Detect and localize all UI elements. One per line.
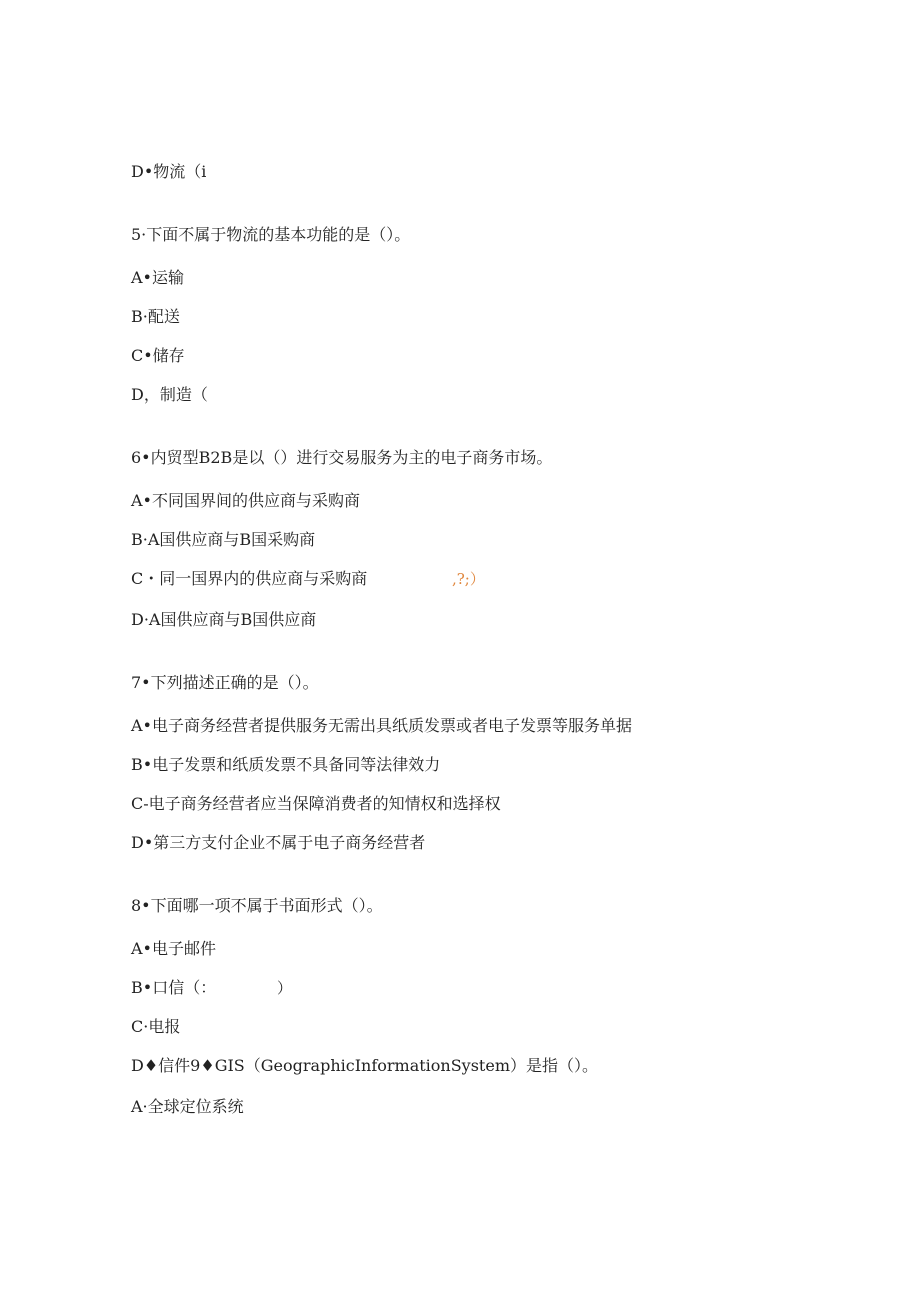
q5-option-c: C•储存 xyxy=(131,346,185,365)
q8-option-c: C·电报 xyxy=(131,1017,181,1036)
q5-option-b: B·配送 xyxy=(131,307,180,326)
q8-option-a: A•电子邮件 xyxy=(131,939,216,958)
q6-option-c: C・同一国界内的供应商与采购商 xyxy=(131,569,368,588)
q7-option-c: C-电子商务经营者应当保障消费者的知情权和选择权 xyxy=(131,794,501,813)
question-5: 5·下面不属于物流的基本功能的是（）。 xyxy=(131,225,411,244)
q6-option-d: D·A国供应商与B国供应商 xyxy=(131,610,317,629)
q7-option-d: D•第三方支付企业不属于电子商务经营者 xyxy=(131,833,426,852)
q7-option-a: A•电子商务经营者提供服务无需出具纸质发票或者电子发票等服务单据 xyxy=(131,716,632,735)
q5-option-a: A•运输 xyxy=(131,268,184,287)
q8-option-b-close: ） xyxy=(277,979,293,997)
q8-option-b: B•口信（： xyxy=(131,978,217,997)
option-d-logistics: D•物流（i xyxy=(131,162,207,181)
q6-option-c-mark: ,?;） xyxy=(452,570,485,588)
question-8: 8•下面哪一项不属于书面形式（）。 xyxy=(131,896,383,915)
q6-option-a: A•不同国界间的供应商与采购商 xyxy=(131,491,360,510)
q7-option-b: B•电子发票和纸质发票不具备同等法律效力 xyxy=(131,755,441,774)
question-6: 6•内贸型B2B是以（）进行交易服务为主的电子商务市场。 xyxy=(131,448,553,467)
q5-option-d: D，制造（ xyxy=(131,385,208,404)
question-7: 7•下列描述正确的是（）。 xyxy=(131,673,319,692)
q6-option-b: B·A国供应商与B国采购商 xyxy=(131,530,316,549)
q8-option-d-and-question-9: D♦信件9♦GIS（GeographicInformationSystem）是指（）。 xyxy=(131,1056,599,1075)
q9-option-a: A·全球定位系统 xyxy=(131,1097,244,1116)
